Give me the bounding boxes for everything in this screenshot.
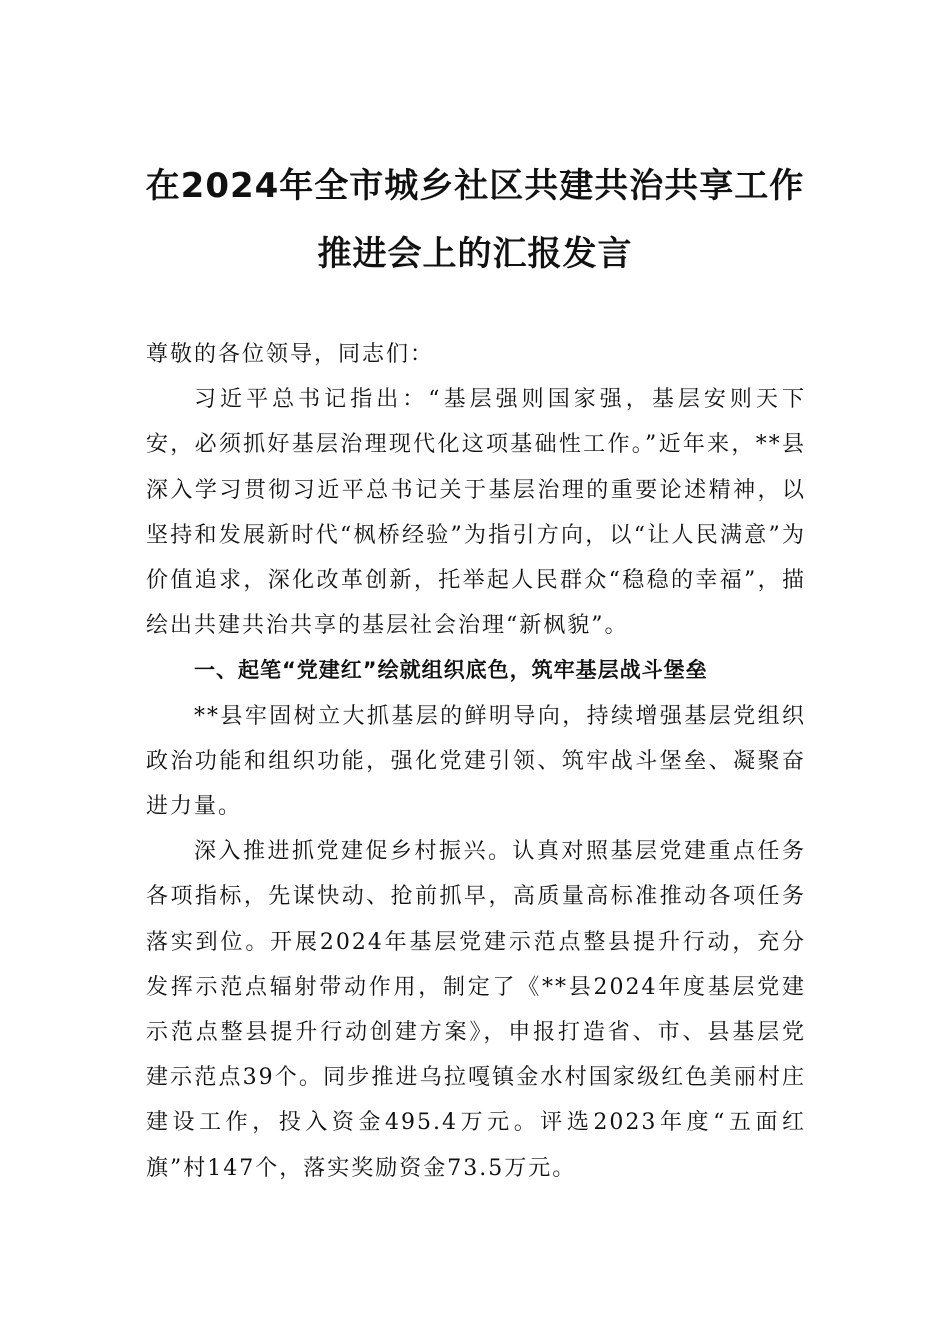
section-1-heading: 一、起笔“党建红”绘就组织底色，筑牢基层战斗堡垒 bbox=[194, 658, 708, 683]
section-1-paragraph-1: **县牢固树立大抓基层的鲜明导向，持续增强基层党组织政治功能和组织功能，强化党建引领、筑牢战斗堡垒、凝聚奋进力量。 bbox=[146, 703, 806, 820]
document-title-line-2: 推进会上的汇报发言 bbox=[317, 234, 633, 274]
document-title-line-1: 在2024年全市城乡社区共建共治共享工作 bbox=[145, 166, 805, 206]
salutation: 尊敬的各位领导，同志们： bbox=[146, 342, 435, 367]
intro-paragraph: 习近平总书记指出：“基层强则国家强，基层安则天下安，必须抓好基层治理现代化这项基础性工作。”近年来，**县深入学习贯彻习近平总书记关于基层治理的重要论述精神，以坚持和发展新时代“枫桥经验”为指引方向，以“让人民满意”为价值追求，深化改革创新，托举起人民群众“稳稳的幸福”，描绘出共建共治共享的基层社会治理“新枫貌”。 bbox=[146, 387, 806, 639]
document-body bbox=[146, 332, 806, 1191]
section-1-paragraph-2: 深入推进抓党建促乡村振兴。认真对照基层党建重点任务各项指标，先谋快动、抢前抓早，高质量高标准推动各项任务落实到位。开展2024年基层党建示范点整县提升行动，充分发挥示范点辐射带动作用，制定了《**县2024年度基层党建示范点整县提升行动创建方案》，申报打造省、市、县基层党建示范点39个。同步推进乌拉嘎镇金水村国家级红色美丽村庄建设工作，投入资金495.4万元。评选2023年度“五面红旗”村147个，落实奖励资金73.5万元。 bbox=[146, 839, 806, 1181]
